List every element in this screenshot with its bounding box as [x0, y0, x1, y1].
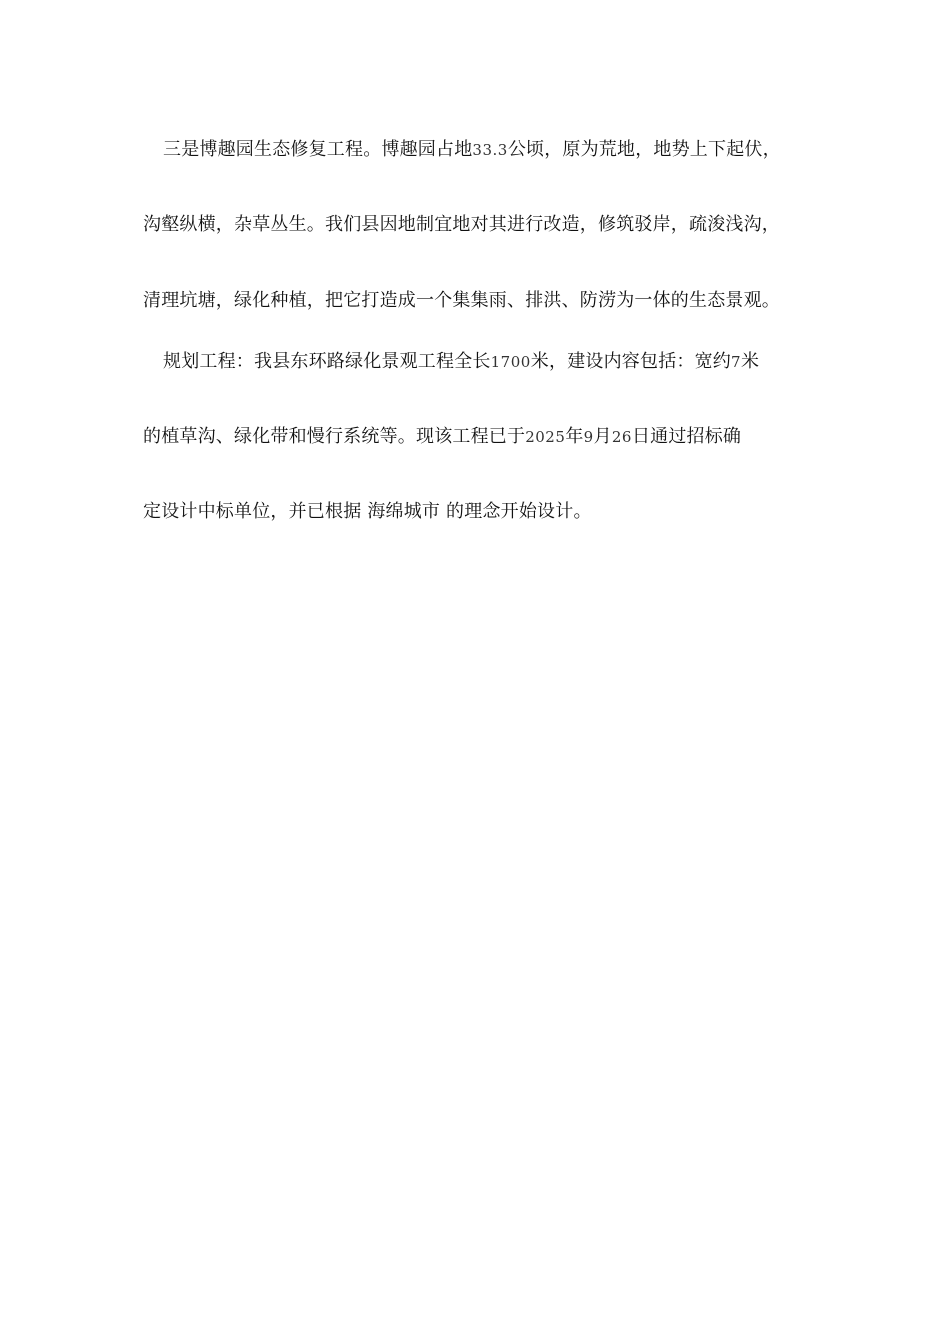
text-span: 清理坑塘，绿化种植，把它打造成一个集集雨、排洪、防涝为一体的生态景观。: [143, 290, 780, 311]
text-span: 米: [741, 351, 760, 372]
text-span: 米，建设内容包括：宽约: [530, 351, 731, 372]
text-span: 月: [593, 426, 612, 447]
text-span: 年: [565, 426, 584, 447]
paragraph-2-line-3: [143, 500, 823, 524]
number-span: 2025: [525, 428, 566, 446]
text-span: 的植草沟、绿化带和慢行系统等。现该工程已于: [143, 426, 526, 447]
text-span: 日通过招标确: [631, 426, 742, 447]
paragraph-2-line-1: [163, 350, 843, 374]
text-span: 定设计中标单位，并已根据 海绵城市 的理念开始设计。: [143, 501, 592, 522]
number-span: 9: [583, 428, 594, 446]
text-span: 规划工程：我县东环路绿化景观工程全长: [163, 351, 491, 372]
paragraph-2-line-2: [143, 425, 823, 449]
text-span: 三是博趣园生态修复工程。博趣园占地: [163, 139, 473, 160]
number-span: 26: [611, 428, 632, 446]
text-span: 公顷，原为荒地，地势上下起伏，: [507, 139, 781, 160]
number-span: 1700: [490, 353, 531, 371]
number-span: 33.3: [472, 141, 508, 159]
paragraph-1-line-2: [143, 213, 823, 237]
paragraph-1-line-3: [143, 289, 823, 313]
paragraph-1-line-1: [163, 138, 843, 162]
number-span: 7: [731, 353, 742, 371]
text-span: 沟壑纵横，杂草丛生。我们县因地制宜地对其进行改造，修筑驳岸，疏浚浅沟，: [143, 214, 780, 235]
